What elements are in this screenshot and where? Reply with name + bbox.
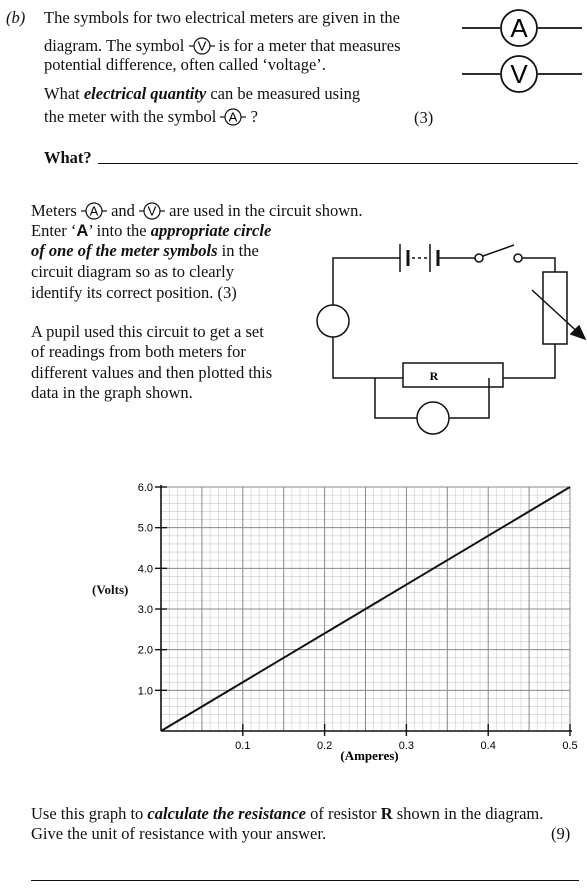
answer-line-what[interactable] — [98, 163, 578, 164]
voltmeter-inline-symbol — [189, 37, 215, 55]
para2-line4: data in the graph shown. — [31, 383, 193, 402]
final-line2: Give the unit of resistance with your answer. — [31, 824, 327, 843]
answer-line-resistance[interactable] — [31, 880, 579, 881]
svg-text:V: V — [510, 59, 528, 89]
meter-circle-left[interactable] — [318, 306, 348, 336]
y-axis-label: (Volts) — [92, 582, 129, 597]
svg-text:A: A — [510, 13, 528, 43]
svg-text:V: V — [197, 38, 206, 54]
circuit-line1: Meters A and V are used in the circuit shown. — [31, 201, 363, 220]
meter-circle-bottom[interactable] — [418, 403, 448, 433]
ammeter-inline-symbol — [220, 108, 246, 126]
x-tick-label: 0.5 — [562, 740, 578, 752]
voltmeter-inline-symbol — [139, 202, 165, 220]
what-label: What? — [44, 148, 92, 167]
x-tick-label: 0.1 — [235, 740, 251, 752]
marks-3: (3) — [414, 108, 434, 127]
y-tick-label: 1.0 — [137, 685, 153, 698]
intro-line2: diagram. The symbol V is for a meter that measures — [44, 36, 401, 55]
circuit-line4: circuit diagram so as to clearly — [31, 262, 234, 281]
svg-text:V: V — [147, 203, 157, 219]
circuit-line3: of one of the meter symbols in the — [31, 241, 259, 260]
ammeter-symbol — [462, 10, 582, 46]
ask-line2: the meter with the symbol A ? — [44, 107, 258, 126]
marks-9: (9) — [551, 824, 571, 843]
y-tick-label: 3.0 — [137, 604, 153, 616]
x-tick-label: 0.3 — [398, 740, 415, 752]
circuit-line2: Enter ‘A’ into the appropriate circle — [31, 221, 272, 240]
y-tick-label: 6.0 — [137, 482, 153, 494]
y-tick-label: 4.0 — [137, 563, 153, 576]
circuit-line5: identify its correct position. (3) — [31, 283, 237, 302]
para2-line3: different values and then plotted this — [31, 363, 273, 382]
ask-line1: What electrical quantity can be measured using — [44, 84, 361, 103]
resistor-label: R — [429, 369, 439, 383]
ammeter-inline-symbol — [81, 202, 107, 220]
y-tick-label: 2.0 — [137, 644, 153, 657]
intro-line3: potential difference, often called ‘voltage’. — [44, 55, 326, 74]
x-tick-label: 0.4 — [480, 740, 496, 752]
voltmeter-symbol — [462, 56, 582, 92]
para2-line1: A pupil used this circuit to get a set — [31, 322, 264, 341]
svg-text:A: A — [229, 109, 238, 125]
circuit-diagram — [300, 232, 587, 444]
part-label: (b) — [6, 8, 26, 27]
x-axis-label: (Amperes) — [340, 748, 399, 763]
final-line1: Use this graph to calculate the resistance of resistor R shown in the diagram. — [31, 804, 544, 823]
intro-line1: The symbols for two electrical meters are given in the — [44, 8, 400, 27]
voltage-current-graph — [0, 470, 587, 770]
y-tick-label: 5.0 — [137, 522, 153, 535]
x-tick-label: 0.2 — [316, 740, 333, 752]
svg-text:A: A — [89, 203, 99, 219]
para2-line2: of readings from both meters for — [31, 342, 246, 361]
meter-symbols-diagram — [462, 4, 584, 100]
